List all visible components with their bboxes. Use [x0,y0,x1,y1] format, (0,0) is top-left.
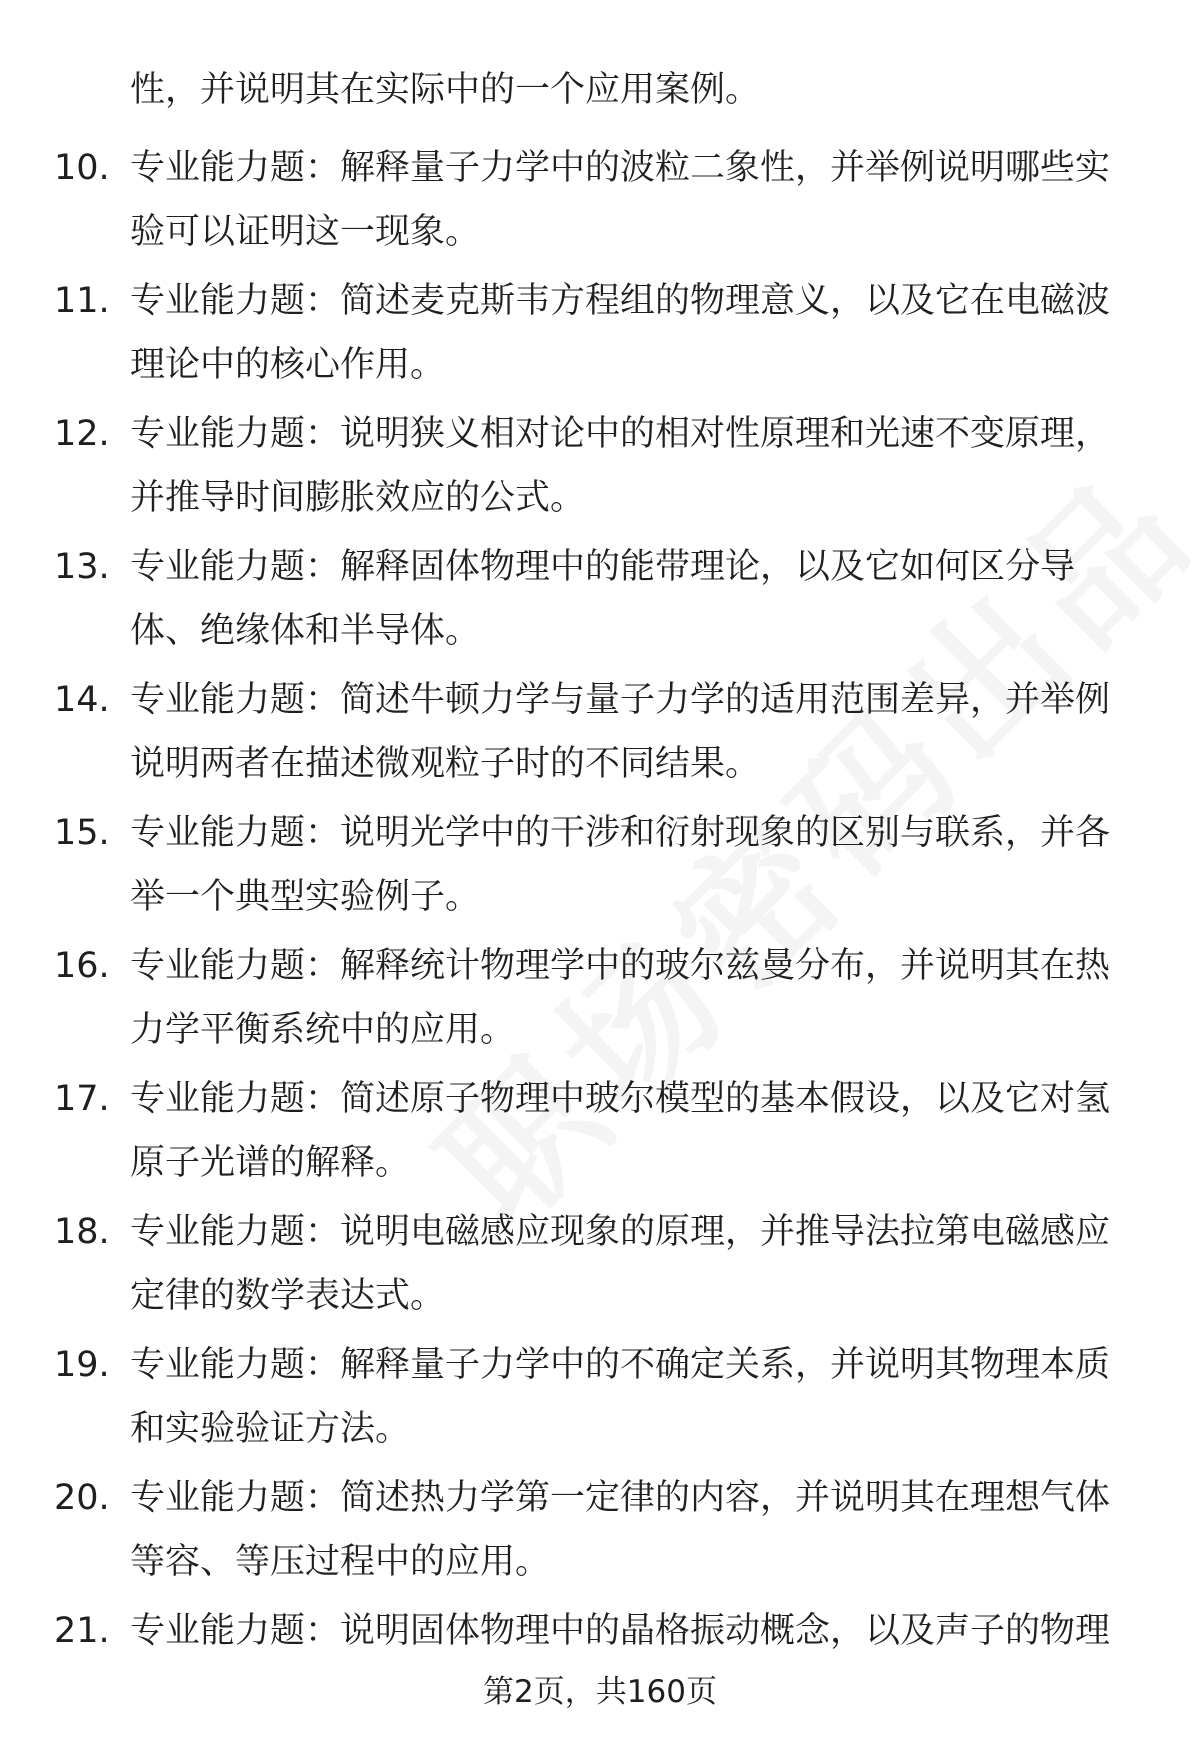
question-item [0,1200,1200,1333]
question-item [0,1067,1200,1200]
question-text: 专业能力题：说明电磁感应现象的原理，并推导法拉第电磁感应定律的数学表达式。 [130,1212,1111,1316]
question-number: 14. [54,680,110,720]
question-text: 专业能力题：解释量子力学中的不确定关系，并说明其物理本质和实验验证方法。 [130,1345,1111,1449]
question-text: 专业能力题：解释固体物理中的能带理论，以及它如何区分导体、绝缘体和半导体。 [130,547,1076,651]
page-footer: 第2页，共160页 [483,1674,717,1710]
question-item [0,269,1200,402]
question-number: 20. [54,1478,110,1518]
question-number: 12. [54,414,110,454]
question-number: 13. [54,547,110,587]
question-number: 18. [54,1212,110,1252]
question-text: 专业能力题：说明固体物理中的晶格振动概念，以及声子的物理 [130,1611,1111,1651]
question-item [0,136,1200,269]
question-list [0,136,1200,1732]
question-number: 16. [54,946,110,986]
question-text: 专业能力题：简述原子物理中玻尔模型的基本假设，以及它对氢原子光谱的解释。 [130,1079,1111,1183]
question-number: 11. [54,281,110,321]
question-number: 17. [54,1079,110,1119]
question-number: 21. [54,1611,110,1651]
question-text: 专业能力题：解释量子力学中的波粒二象性，并举例说明哪些实验可以证明这一现象。 [130,148,1111,252]
question-item [0,801,1200,934]
question-text: 专业能力题：解释统计物理学中的玻尔兹曼分布，并说明其在热力学平衡系统中的应用。 [130,946,1111,1050]
question-number: 10. [54,148,110,188]
question-item [0,402,1200,535]
question-text: 专业能力题：说明狭义相对论中的相对性原理和光速不变原理，并推导时间膨胀效应的公式。 [130,414,1111,518]
question-text: 专业能力题：简述麦克斯韦方程组的物理意义，以及它在电磁波理论中的核心作用。 [130,281,1111,385]
question-item [0,1333,1200,1466]
question-item [0,535,1200,668]
continuation-text: 性，并说明其在实际中的一个应用案例。 [130,70,761,110]
question-item [0,934,1200,1067]
question-number: 15. [54,813,110,853]
question-text: 专业能力题：说明光学中的干涉和衍射现象的区别与联系，并各举一个典型实验例子。 [130,813,1111,917]
question-text: 专业能力题：简述牛顿力学与量子力学的适用范围差异，并举例说明两者在描述微观粒子时的不同结果。 [130,680,1111,784]
question-text: 专业能力题：简述热力学第一定律的内容，并说明其在理想气体等容、等压过程中的应用。 [130,1478,1111,1582]
question-item [0,1466,1200,1599]
question-item [0,668,1200,801]
question-number: 19. [54,1345,110,1385]
